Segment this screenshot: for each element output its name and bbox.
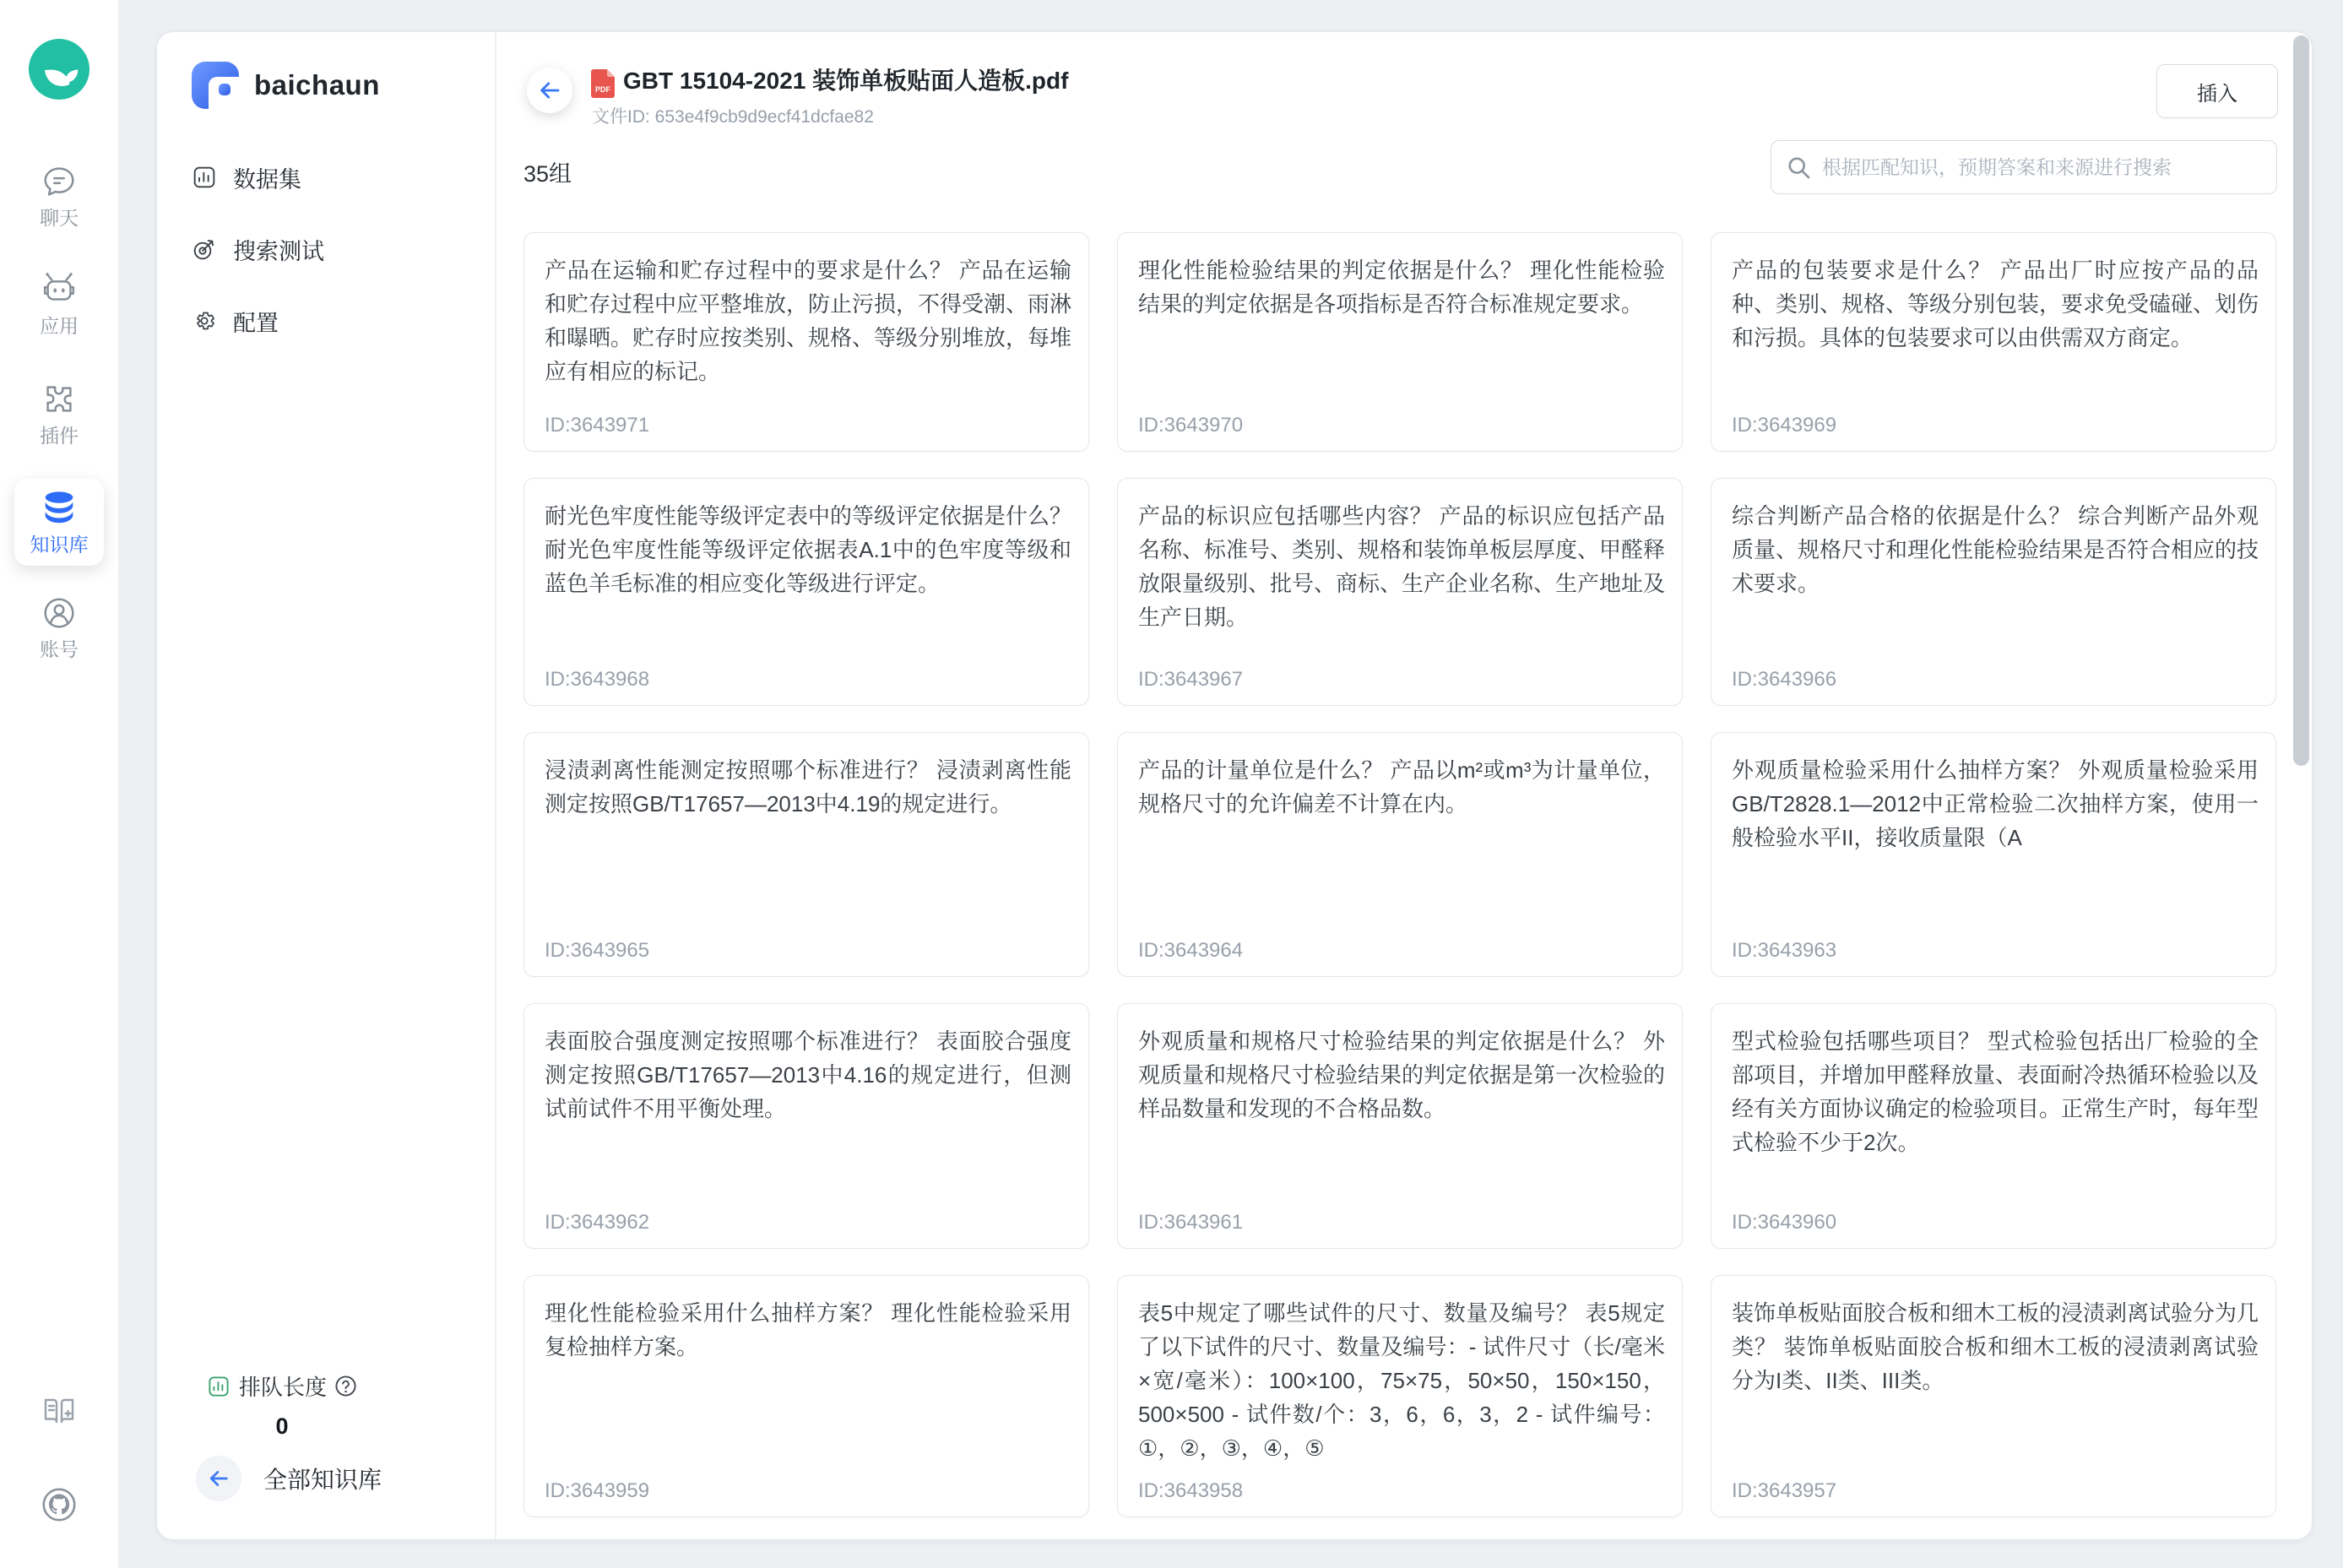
sidebar-item-chat[interactable] (0, 162, 118, 231)
card-id: ID:3643968 (545, 668, 650, 691)
knowledge-card[interactable] (1117, 478, 1683, 706)
knowledge-card[interactable] (1711, 732, 2276, 977)
card-text: 外观质量和规格尺寸检验结果的判定依据是什么？ 外观质量和规格尺寸检验结果的判定依据是第一次检验的样品数量和发现的不合格品数。 (1138, 1028, 1665, 1121)
github-icon (37, 1483, 81, 1527)
knowledge-card[interactable] (1711, 232, 2276, 452)
docs-book-icon (39, 1391, 79, 1431)
queue-length-value: 0 (275, 1413, 289, 1439)
kb-brand-name: baichaun (254, 69, 380, 100)
insert-button[interactable]: 插入 (2156, 64, 2278, 118)
kb-sidebar (157, 32, 496, 1539)
knowledge-card[interactable] (523, 478, 1089, 706)
card-id: ID:3643970 (1138, 414, 1244, 437)
document-file-id: 文件ID: 653e4f9cb9d9ecf41dcfae82 (592, 107, 874, 127)
dataset-icon (191, 164, 218, 191)
menu-item-label: 搜索测试 (233, 238, 324, 264)
card-text: 外观质量检验采用什么抽样方案？ 外观质量检验采用GB/T2828.1—2012中正常检验二次抽样方案，使用一般检验水平II，接收质量限（A (1732, 757, 2259, 850)
card-id: ID:3643962 (545, 1211, 650, 1234)
card-text: 产品的计量单位是什么？ 产品以m²或m³为计量单位，规格尺寸的允许偏差不计算在内。 (1138, 757, 1665, 817)
sidebar-item-label: 聊天 (40, 207, 79, 229)
sidebar-item-label: 知识库 (30, 534, 89, 556)
sidebar-item-label: 插件 (40, 425, 79, 447)
menu-item-settings[interactable] (191, 296, 279, 346)
menu-item-label: 配置 (233, 310, 279, 336)
sidebar-item-apps[interactable] (0, 270, 118, 339)
card-text: 型式检验包括哪些项目？ 型式检验包括出厂检验的全部项目，并增加甲醛释放量、表面耐冷热循环检验以及经有关方面协议确定的检验项目。正常生产时，每年型式检验不少于2次。 (1732, 1028, 2259, 1155)
card-id: ID:3643963 (1732, 939, 1837, 962)
gear-icon (191, 307, 218, 334)
knowledge-card[interactable] (1117, 1275, 1683, 1517)
back-button[interactable] (527, 68, 572, 113)
knowledge-card[interactable] (523, 732, 1089, 977)
search-input[interactable] (1820, 155, 2263, 180)
card-text: 产品的标识应包括哪些内容？ 产品的标识应包括产品名称、标准号、类别、规格和装饰单板层厚度、甲醛释放限量级别、批号、商标、生产企业名称、生产地址及生产日期。 (1138, 503, 1665, 630)
card-text: 理化性能检验采用什么抽样方案？ 理化性能检验采用复检抽样方案。 (545, 1300, 1071, 1359)
knowledge-grid (523, 232, 2276, 1517)
card-text: 装饰单板贴面胶合板和细木工板的浸渍剥离试验分为几类？ 装饰单板贴面胶合板和细木工板的浸渍剥离试验分为I类、II类、III类。 (1732, 1300, 2259, 1393)
document-title: GBT 15104-2021 装饰单板贴面人造板.pdf (623, 68, 1069, 94)
content-area (496, 32, 2312, 1539)
back-to-all-kb[interactable] (196, 1456, 382, 1501)
card-id: ID:3643960 (1732, 1211, 1837, 1234)
card-id: ID:3643967 (1138, 668, 1244, 691)
back-circle[interactable] (196, 1456, 241, 1501)
kb-logo-icon (188, 58, 242, 112)
card-text: 理化性能检验结果的判定依据是什么？ 理化性能检验结果的判定依据是各项指标是否符合标准规定要求。 (1138, 258, 1665, 317)
github-button[interactable] (0, 1483, 118, 1527)
docs-button[interactable] (0, 1391, 118, 1431)
knowledge-card[interactable] (1117, 732, 1683, 977)
knowledge-card[interactable] (1711, 478, 2276, 706)
card-id: ID:3643966 (1732, 668, 1837, 691)
sidebar-item-knowledge-base[interactable] (14, 479, 104, 566)
menu-item-dataset[interactable] (191, 152, 301, 203)
card-id: ID:3643958 (1138, 1479, 1244, 1502)
card-id: ID:3643964 (1138, 939, 1244, 962)
knowledge-card[interactable] (1711, 1003, 2276, 1249)
knowledge-card[interactable] (1117, 1003, 1683, 1249)
user-icon (40, 594, 79, 632)
card-text: 产品在运输和贮存过程中的要求是什么？ 产品在运输和贮存过程中应平整堆放，防止污损，不得受潮、雨淋和曝晒。贮存时应按类别、规格、等级分别堆放，每堆应有相应的标记。 (545, 258, 1071, 384)
knowledge-card[interactable] (1711, 1275, 2276, 1517)
puzzle-icon (40, 380, 79, 419)
robot-icon (40, 270, 79, 309)
card-text: 综合判断产品合格的依据是什么？ 综合判断产品外观质量、规格尺寸和理化性能检验结果是否符合相应的技术要求。 (1732, 503, 2259, 596)
icon-rail (0, 0, 118, 1568)
back-to-all-kb-label: 全部知识库 (263, 1467, 382, 1493)
search-box (1771, 140, 2277, 194)
arrow-left-icon (537, 78, 562, 103)
card-id: ID:3643965 (545, 939, 650, 962)
group-count: 35组 (523, 161, 572, 187)
main-panel (156, 31, 2313, 1540)
queue-length-label: 排队长度 (239, 1375, 328, 1400)
card-id: ID:3643959 (545, 1479, 650, 1502)
queue-length-widget (206, 1370, 358, 1440)
knowledge-card[interactable] (523, 1003, 1089, 1249)
card-id: ID:3643957 (1732, 1479, 1837, 1502)
scrollbar-thumb[interactable] (2293, 35, 2309, 766)
knowledge-card[interactable] (523, 232, 1089, 452)
search-icon (1785, 154, 1812, 181)
question-circle-icon[interactable] (334, 1375, 357, 1397)
kb-brand (188, 58, 380, 112)
target-icon (191, 236, 218, 263)
knowledge-card[interactable] (1117, 232, 1683, 452)
menu-item-search-test[interactable] (191, 224, 324, 274)
card-text: 浸渍剥离性能测定按照哪个标准进行？ 浸渍剥离性能测定按照GB/T17657—2013中4.19的规定进行。 (545, 757, 1071, 817)
arrow-left-icon (207, 1467, 231, 1490)
svg-text:PDF: PDF (595, 85, 610, 94)
card-text: 表5中规定了哪些试件的尺寸、数量及编号？ 表5规定了以下试件的尺寸、数量及编号：- 试件尺寸（长/毫米×宽/毫米）：100×100，75×75，50×50，150×150，500×500 - 试件数/个：3，6，6，3，2 - 试件编号：①，②，③，④，⑤ (1138, 1300, 1665, 1461)
card-id: ID:3643961 (1138, 1211, 1244, 1234)
card-text: 产品的包装要求是什么？ 产品出厂时应按产品的品种、类别、规格、等级分别包装，要求免受磕碰、划伤和污损。具体的包装要求可以由供需双方商定。 (1732, 258, 2259, 350)
menu-item-label: 数据集 (233, 166, 301, 193)
card-text: 表面胶合强度测定按照哪个标准进行？ 表面胶合强度测定按照GB/T17657—2013中4.16的规定进行，但测试前试件不用平衡处理。 (545, 1028, 1071, 1121)
card-id: ID:3643971 (545, 414, 650, 437)
product-logo-icon (29, 39, 89, 100)
card-text: 耐光色牢度性能等级评定表中的等级评定依据是什么？耐光色牢度性能等级评定依据表A.1中的色牢度等级和蓝色羊毛标准的相应变化等级进行评定。 (545, 503, 1071, 596)
sidebar-item-label: 账号 (40, 638, 79, 660)
chat-bubble-icon (40, 162, 79, 201)
sidebar-item-label: 应用 (40, 315, 79, 337)
sidebar-item-account[interactable] (0, 594, 118, 662)
sidebar-item-plugins[interactable] (0, 380, 118, 448)
database-icon (40, 489, 79, 528)
queue-chart-icon (206, 1374, 231, 1399)
knowledge-card[interactable] (523, 1275, 1089, 1517)
pdf-file-icon (591, 69, 615, 98)
card-id: ID:3643969 (1732, 414, 1837, 437)
